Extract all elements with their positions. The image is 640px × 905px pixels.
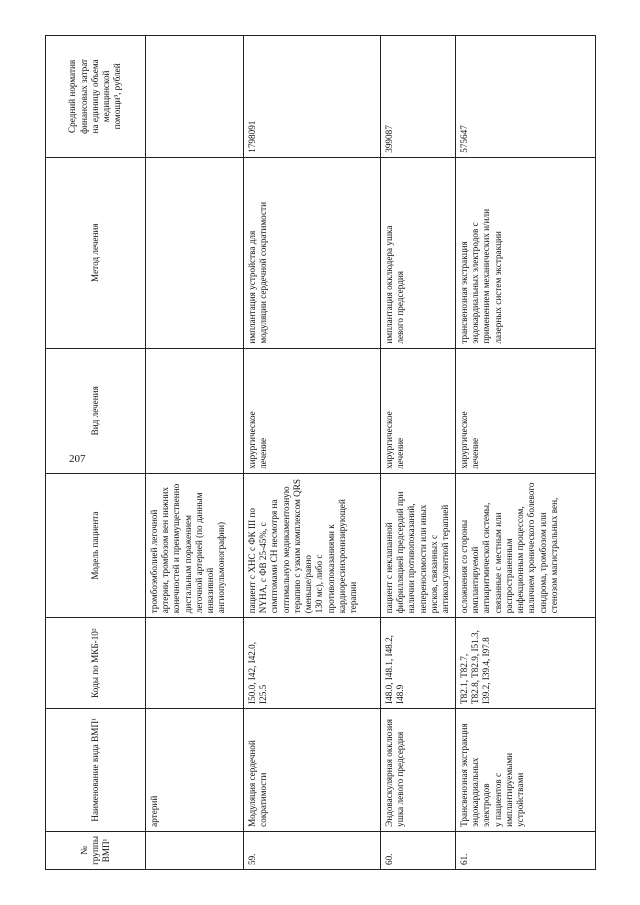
cell-codes (146, 618, 244, 709)
table-row (146, 36, 244, 870)
cell-num: 60. (381, 831, 456, 869)
cell-model: тромбоэмболией легочной артерии, тромбозом вен нижних конечностей и преимущественно дистальным поражением легочной артерией (по данным инвазивной ангиопульмонографии) (146, 473, 244, 617)
cell-num: 59. (244, 831, 381, 869)
cell-name: Трансвенозная экстракция эндокардиальных электродов у пациентов с имплантируемыми устройствами (456, 708, 596, 831)
header-num: № группы ВМП¹ (46, 831, 146, 869)
table-row (381, 36, 456, 870)
cell-cost: 399087 (381, 36, 456, 158)
cell-cost (146, 36, 244, 158)
cell-name: артерий (146, 708, 244, 831)
cell-name: Модуляция сердечной сократимости (244, 708, 381, 831)
table-row (244, 36, 381, 870)
cell-method: трансвенозная экстракция эндокардиальных электродов с применением механических и/или лазерных систем экстракции (456, 157, 596, 348)
cell-codes: I48.0, I48.1, I48.2, I48.9 (381, 618, 456, 709)
cell-cost: 575647 (456, 36, 596, 158)
cell-type: хирургическое лечение (456, 348, 596, 473)
cell-model: пациент с неклапанной фибрилляцией предсердий при наличии противопоказаний, непереносимости или иных рисков, связанных с антикоагулянтной терапией (381, 473, 456, 617)
page-number: 207 (69, 453, 86, 465)
cell-cost: 1798091 (244, 36, 381, 158)
vmp-table (45, 35, 596, 870)
table-row (456, 36, 596, 870)
cell-method: имплантация окклюдера ушка левого предсердия (381, 157, 456, 348)
header-name: Наименование вида ВМП¹ (46, 708, 146, 831)
cell-model: пациент с ХНС с ФК III по NYHA, с ФВ 25-45%, с симптомами СН несмотря на оптимальную медикаментозную терапию с узким комплексом QRS (меньше/равно 130 мс), либо с противопоказаниями к кардиоресинхронизирующей терапии (244, 473, 381, 617)
cell-num (146, 831, 244, 869)
header-cost: Средний норматив финансовых затрат на единицу объема медицинской помощи³, рублей (46, 36, 146, 158)
cell-method: имплантация устройства для модуляции сердечной сократимости (244, 157, 381, 348)
cell-type: хирургическое лечение (244, 348, 381, 473)
cell-type: хирургическое лечение (381, 348, 456, 473)
cell-method (146, 157, 244, 348)
cell-model: осложнения со стороны имплантируемой антиаритмической системы, связанные с местным или распространенным инфекционным процессом, наличием хронического болевого синдрома, тромбозом или стенозом магистральных вен, (456, 473, 596, 617)
cell-codes: I50.0, I42, I42.0, I25.5 (244, 618, 381, 709)
cell-type (146, 348, 244, 473)
cell-codes: T82.1, T82.7, T82.8, T82.9, I51.3, I39.2, I39.4, I97.8 (456, 618, 596, 709)
header-codes: Коды по МКБ-10² (46, 618, 146, 709)
table-header-row (46, 36, 146, 870)
header-type: Вид лечения (46, 348, 146, 473)
cell-num: 61. (456, 831, 596, 869)
header-model: Модель пациента (46, 473, 146, 617)
header-method: Метод лечения (46, 157, 146, 348)
cell-name: Эндоваскулярная окклюзия ушка левого предсердия (381, 708, 456, 831)
